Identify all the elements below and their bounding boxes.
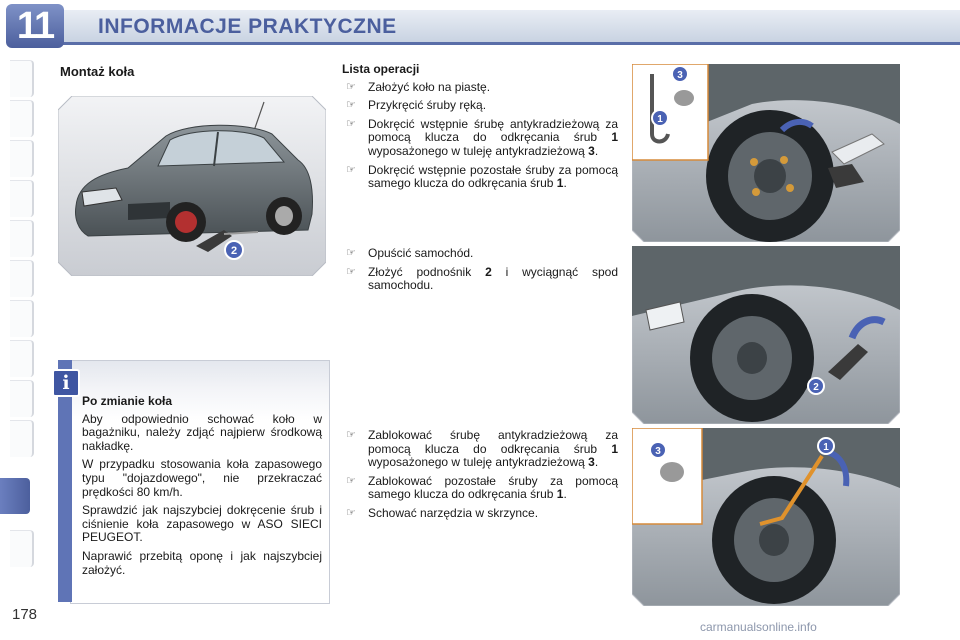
watermark: carmanualsonline.info bbox=[700, 620, 817, 634]
pointing-hand-icon: ☞ bbox=[346, 429, 356, 441]
callout-label: 2 bbox=[813, 382, 819, 393]
step-item bbox=[342, 99, 618, 113]
thumb-tab[interactable] bbox=[10, 140, 34, 177]
operations-list-1 bbox=[342, 63, 618, 196]
part-reference-number: 1 bbox=[556, 176, 564, 191]
operations-list-3 bbox=[342, 429, 618, 526]
thumb-tab[interactable] bbox=[10, 340, 34, 377]
info-paragraph: W przypadku stosowania koła zapasowego typu "dojazdowego", nie przekraczać prędkości 80 km/h. bbox=[82, 457, 322, 499]
step-text: . bbox=[594, 455, 599, 470]
step-item bbox=[342, 164, 618, 191]
callout-label: 1 bbox=[823, 442, 829, 453]
header-underline bbox=[56, 42, 960, 45]
pointing-hand-icon: ☞ bbox=[346, 265, 356, 278]
step-item bbox=[342, 475, 618, 502]
lock-bolts-illustration bbox=[632, 428, 900, 606]
pointing-hand-icon: ☞ bbox=[346, 80, 356, 93]
step-text: Dokręcić wstępnie śrubę antykradzieżową za pomocą klucza do odkręcania śrub bbox=[368, 116, 618, 145]
part-reference-number: 2 bbox=[485, 264, 492, 279]
thumb-tab[interactable] bbox=[10, 220, 34, 257]
car-on-jack-illustration bbox=[58, 96, 326, 276]
page-header bbox=[0, 0, 960, 48]
step-group bbox=[342, 429, 618, 521]
chapter-number-badge: 11 bbox=[6, 4, 64, 48]
chapter-title: INFORMACJE PRAKTYCZNE bbox=[98, 15, 397, 38]
thumb-tab[interactable] bbox=[10, 180, 34, 217]
callout-label: 3 bbox=[677, 70, 683, 81]
step-text: Schować narzędzia w skrzynce. bbox=[368, 505, 539, 520]
info-title: Po zmianie koła bbox=[82, 394, 173, 408]
pointing-hand-icon: ☞ bbox=[346, 99, 356, 112]
chapter-thumb-tabs bbox=[0, 60, 34, 580]
page-number: 178 bbox=[12, 606, 38, 623]
pointing-hand-icon: ☞ bbox=[346, 163, 356, 176]
part-reference-number: 1 bbox=[611, 130, 618, 145]
callout-label: 3 bbox=[655, 446, 661, 457]
pointing-hand-icon: ☞ bbox=[346, 247, 356, 259]
thumb-tab[interactable] bbox=[10, 530, 34, 567]
info-paragraph: Aby odpowiednio schować koło w bagażniku, należy zdjąć najpierw środkową nakładkę. bbox=[82, 411, 322, 453]
step-text: . bbox=[563, 487, 567, 502]
step-text: Zablokować pozostałe śruby za pomocą samego klucza do odkręcania śrub bbox=[368, 473, 618, 502]
callout-label: 1 bbox=[657, 114, 663, 125]
step-text: Przykręcić śruby ręką. bbox=[368, 98, 487, 113]
step-text: Dokręcić wstępnie pozostałe śruby za pomocą samego klucza do odkręcania śrub bbox=[368, 162, 618, 191]
step-item bbox=[342, 429, 618, 470]
lower-car-jack-illustration bbox=[632, 246, 900, 424]
thumb-tab[interactable] bbox=[10, 100, 34, 137]
thumb-tab-active[interactable] bbox=[0, 478, 30, 514]
thumb-tab[interactable] bbox=[10, 60, 34, 97]
callout-label: 2 bbox=[230, 245, 238, 257]
step-item bbox=[342, 247, 618, 261]
step-text: Zablokować śrubę antykradzieżową za pomocą klucza do odkręcania śrub bbox=[368, 428, 618, 456]
section-title: Montaż koła bbox=[60, 64, 135, 79]
step-item bbox=[342, 81, 618, 95]
step-item bbox=[342, 507, 618, 521]
step-group bbox=[342, 81, 618, 191]
operations-list-2 bbox=[342, 247, 618, 298]
part-reference-number: 3 bbox=[588, 455, 595, 470]
step-text: . bbox=[563, 176, 567, 191]
step-text: . bbox=[594, 143, 599, 158]
thumb-tab[interactable] bbox=[10, 380, 34, 417]
part-reference-number: 3 bbox=[588, 143, 595, 158]
info-paragraph: Naprawić przebitą oponę i jak najszybciej założyć. bbox=[82, 548, 322, 577]
step-group bbox=[342, 247, 618, 293]
step-text: wyposażonego w tuleję antykradzieżową bbox=[368, 143, 589, 158]
step-item bbox=[342, 118, 618, 159]
wheel-bolts-tightening-illustration bbox=[632, 64, 900, 242]
pointing-hand-icon: ☞ bbox=[346, 506, 356, 519]
step-text: Założyć koło na piastę. bbox=[368, 79, 491, 94]
info-content bbox=[82, 395, 322, 582]
thumb-tab[interactable] bbox=[10, 300, 34, 337]
pointing-hand-icon: ☞ bbox=[346, 117, 356, 130]
step-item bbox=[342, 266, 618, 293]
step-text: i wyciągnąć spod samochodu. bbox=[368, 264, 619, 293]
operations-list-title: Lista operacji bbox=[342, 62, 420, 76]
thumb-tab[interactable] bbox=[10, 260, 34, 297]
step-text: Opuścić samochód. bbox=[368, 246, 474, 260]
thumb-tab[interactable] bbox=[10, 420, 34, 457]
step-text: Złożyć podnośnik bbox=[368, 264, 486, 279]
part-reference-number: 1 bbox=[611, 441, 618, 456]
part-reference-number: 1 bbox=[556, 487, 564, 502]
info-paragraph: Sprawdzić jak najszybciej dokręcenie śrub i ciśnienie koła zapasowego w ASO SIECI PEUGEOT. bbox=[82, 503, 322, 545]
pointing-hand-icon: ☞ bbox=[346, 474, 356, 487]
step-text: wyposażonego w tuleję antykradzieżową bbox=[368, 455, 589, 470]
info-icon: i bbox=[52, 369, 80, 397]
